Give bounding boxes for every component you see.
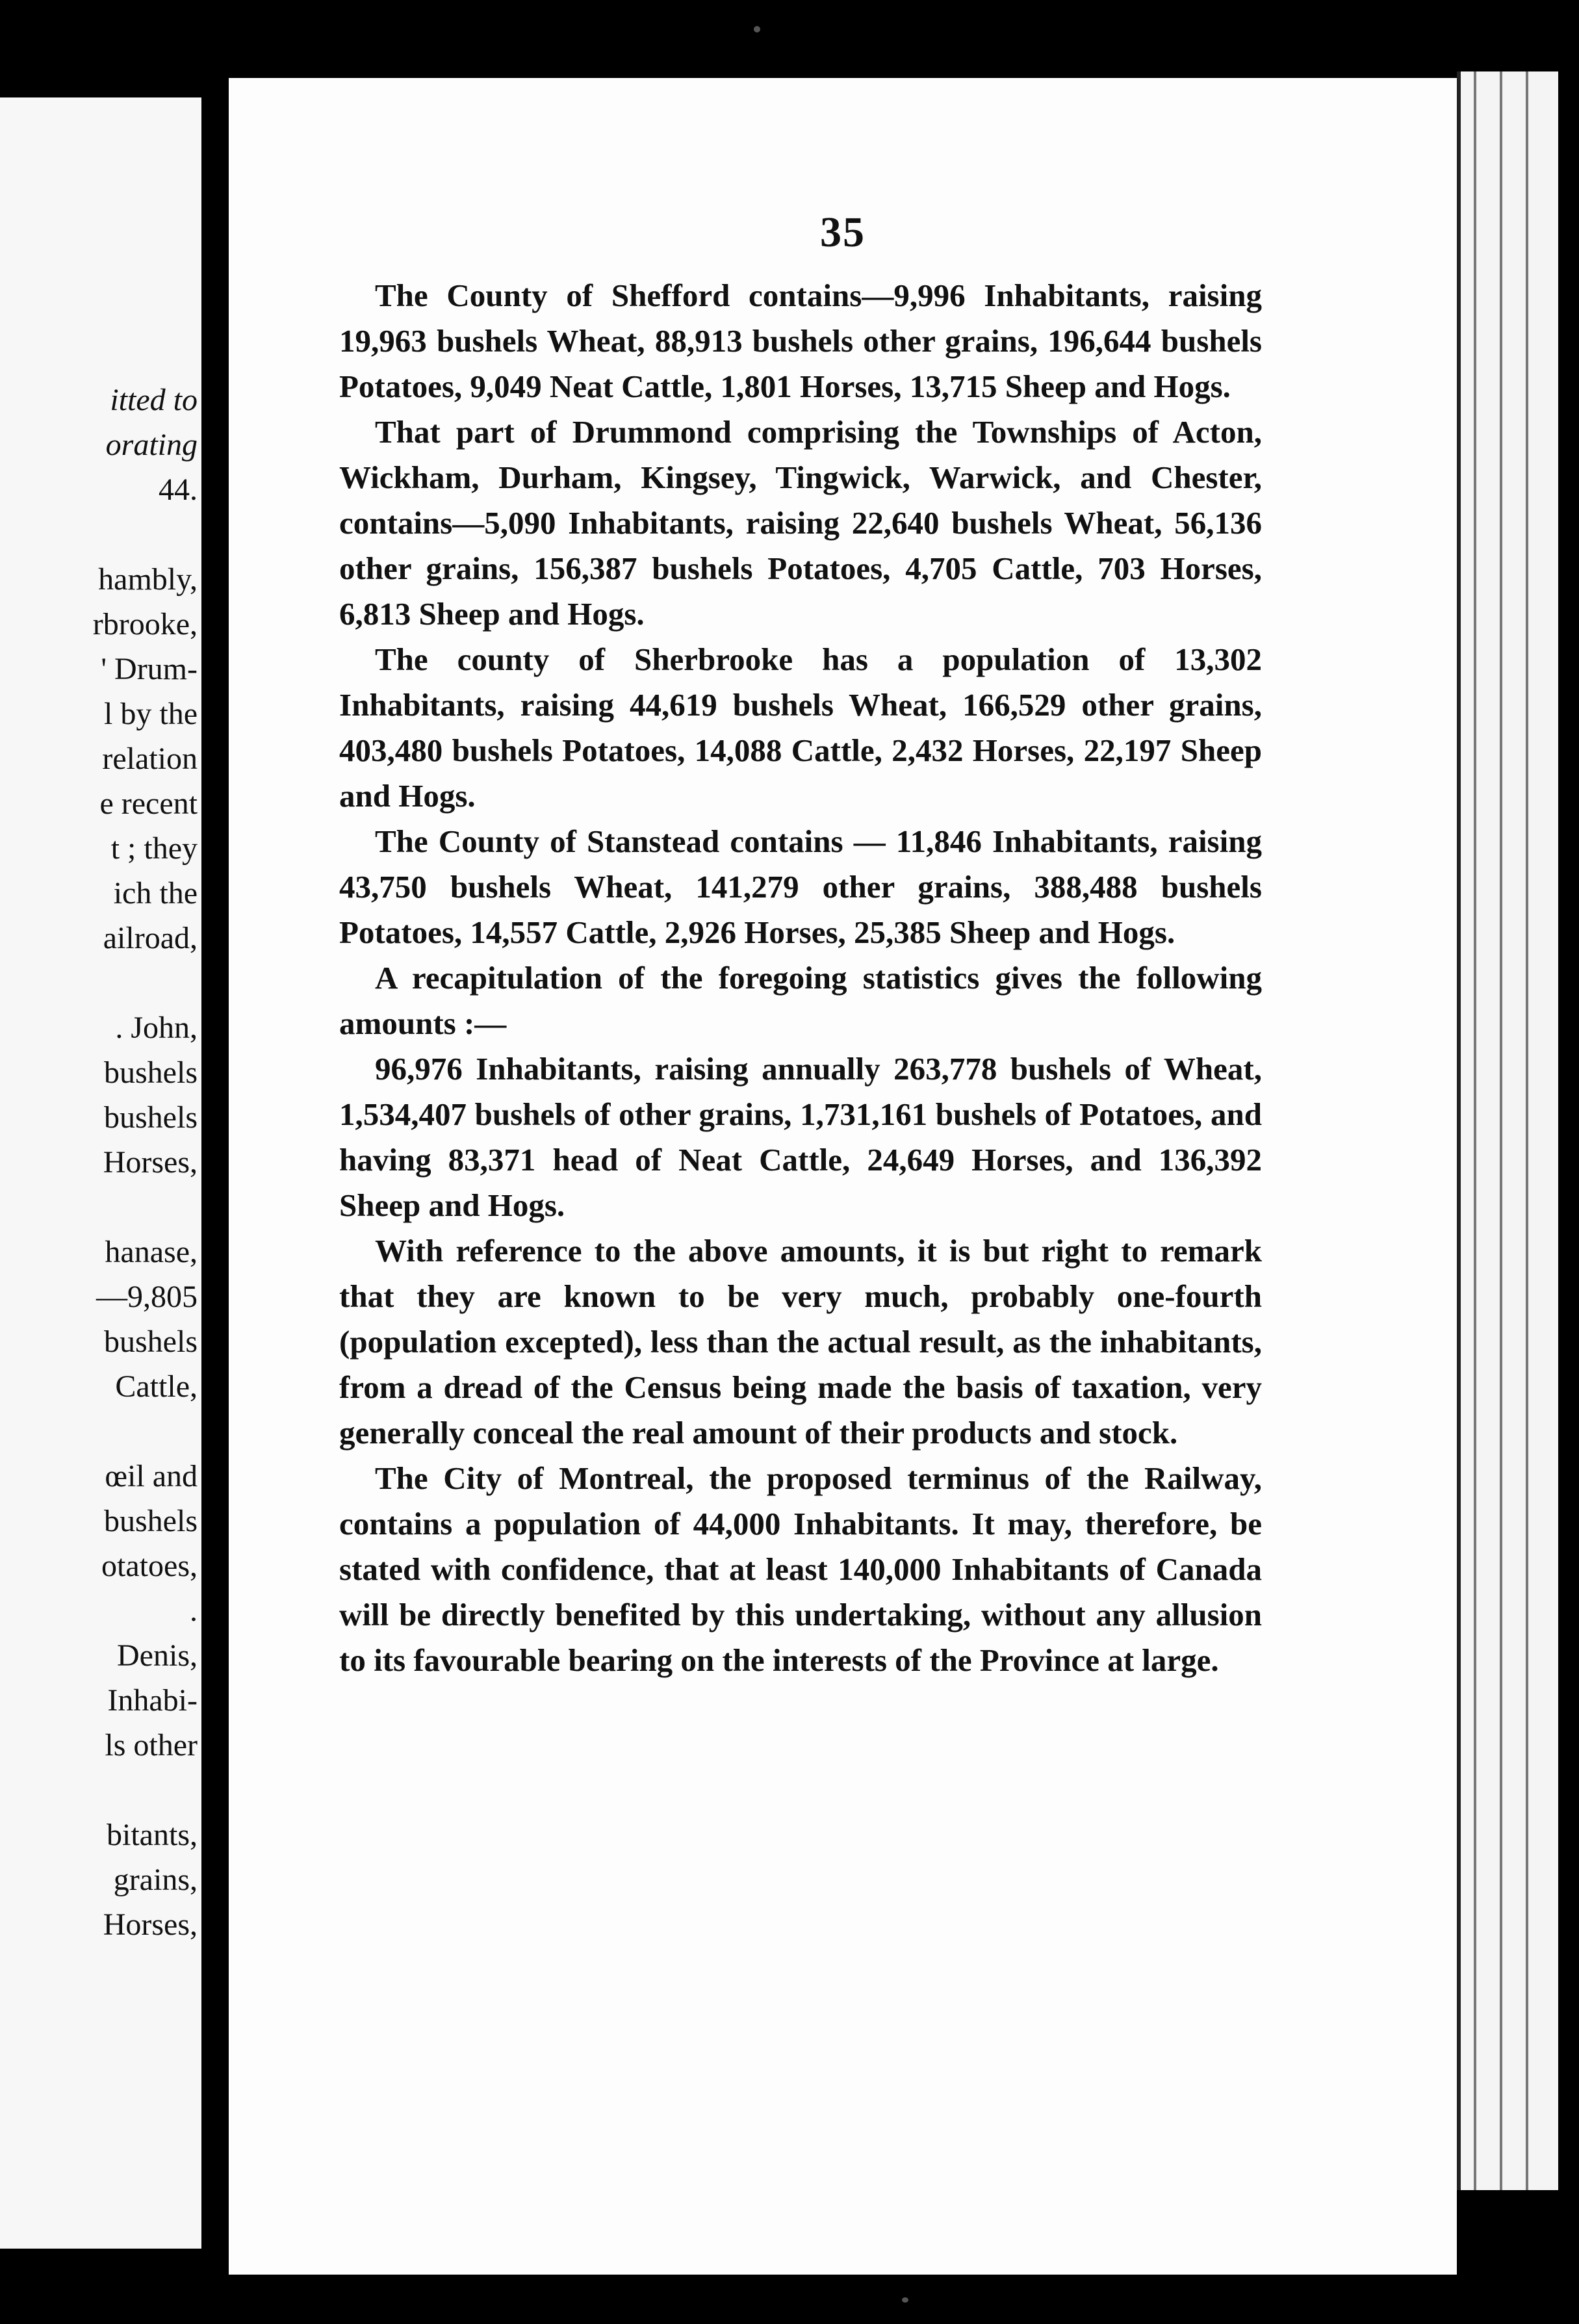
left-page-line: bushels: [104, 1324, 198, 1359]
left-page-line: Horses,: [103, 1145, 198, 1180]
right-page: [229, 78, 1457, 2275]
book-page-edges: [1457, 71, 1558, 2190]
left-page-line: bushels: [104, 1504, 198, 1538]
left-page-line: ich the: [113, 876, 198, 910]
left-page-line: bushels: [104, 1055, 198, 1090]
scan-speck: [754, 26, 760, 32]
left-page-line: hambly,: [98, 562, 198, 597]
left-page-line: 44.: [159, 472, 198, 507]
binding-gutter: [209, 97, 224, 2249]
scan-speck: [902, 2297, 908, 2303]
left-page-line: otatoes,: [101, 1549, 198, 1583]
body-text: [339, 273, 1262, 1683]
paragraph-remark: With reference to the above amounts, it is but right to remark that they are known to be very much, probably one-fourth (population excepted), less than the actual result, as the inhabitants, from a dread of the Census being made the basis of taxation, very generally conceal the real amount of their products and stock.: [339, 1233, 1262, 1451]
left-page-line: . John,: [115, 1011, 198, 1045]
left-page-line: ailroad,: [103, 921, 198, 955]
paragraph-sherbrooke: The county of Sherbrooke has a population of 13,302 Inhabitants, raising 44,619 bushels Wheat, 166,529 other grains, 403,480 bushels Potatoes, 14,088 Cattle, 2,432 Horses, 22,197 Sheep and Hogs.: [339, 641, 1262, 814]
paragraph-shefford: The County of Shefford contains—9,996 Inhabitants, raising 19,963 bushels Wheat, 88,913 bushels other grains, 196,644 bushels Potatoes, 9,049 Neat Cattle, 1,801 Horses, 13,715 Sheep and Hogs.: [339, 278, 1262, 404]
left-page-line: t ; they: [110, 831, 198, 866]
left-page-line: l by the: [104, 697, 198, 731]
left-page-line: itted to: [110, 383, 198, 417]
left-page-line: Denis,: [117, 1638, 198, 1673]
left-page-line: orating: [105, 428, 198, 462]
page-number: 35: [820, 209, 866, 256]
paragraph-recapitulation-intro: A recapitulation of the foregoing statistics gives the following amounts :—: [339, 960, 1262, 1041]
left-facing-page: [0, 97, 201, 2249]
left-page-line: e recent: [99, 786, 198, 821]
paragraph-drummond: That part of Drummond comprising the Townships of Acton, Wickham, Durham, Kingsey, Tingwick, Warwick, and Chester, contains—5,090 Inhabitants, raising 22,640 bushels Wheat, 56,136 other grains, 156,387 bushels Potatoes, 4,705 Cattle, 703 Horses, 6,813 Sheep and Hogs.: [339, 414, 1262, 632]
left-page-line: Cattle,: [115, 1369, 198, 1404]
left-page-line: bushels: [104, 1100, 198, 1135]
left-page-line: hanase,: [105, 1235, 198, 1269]
left-page-line: relation: [102, 742, 198, 776]
left-page-line: .: [190, 1594, 198, 1628]
left-page-line: Inhabi-: [107, 1683, 198, 1718]
left-page-line: ls other: [105, 1728, 198, 1762]
paragraph-recapitulation-figures: 96,976 Inhabitants, raising annually 263,778 bushels of Wheat, 1,534,407 bushels of other grains, 1,731,161 bushels of Potatoes, and having 83,371 head of Neat Cattle, 24,649 Horses, and 136,392 Sheep and Hogs.: [339, 1051, 1262, 1223]
left-page-line: Horses,: [103, 1907, 198, 1942]
left-page-line: rbrooke,: [92, 607, 198, 641]
paragraph-montreal: The City of Montreal, the proposed terminus of the Railway, contains a population of 44,000 Inhabitants. It may, therefore, be stated with confidence, that at least 140,000 Inhabitants of Canada will be directly benefited by this undertaking, without any allusion to its favourable bearing on the interests of the Province at large.: [339, 1460, 1262, 1678]
left-page-line: —9,805: [96, 1280, 198, 1314]
paragraph-stanstead: The County of Stanstead contains — 11,846 Inhabitants, raising 43,750 bushels Wheat, 141,279 other grains, 388,488 bushels Potatoes, 14,557 Cattle, 2,926 Horses, 25,385 Sheep and Hogs.: [339, 823, 1262, 950]
left-page-line: ' Drum-: [101, 652, 198, 686]
left-page-line: grains,: [113, 1863, 198, 1897]
left-page-line: œil and: [105, 1459, 198, 1493]
left-page-line: bitants,: [107, 1818, 198, 1852]
